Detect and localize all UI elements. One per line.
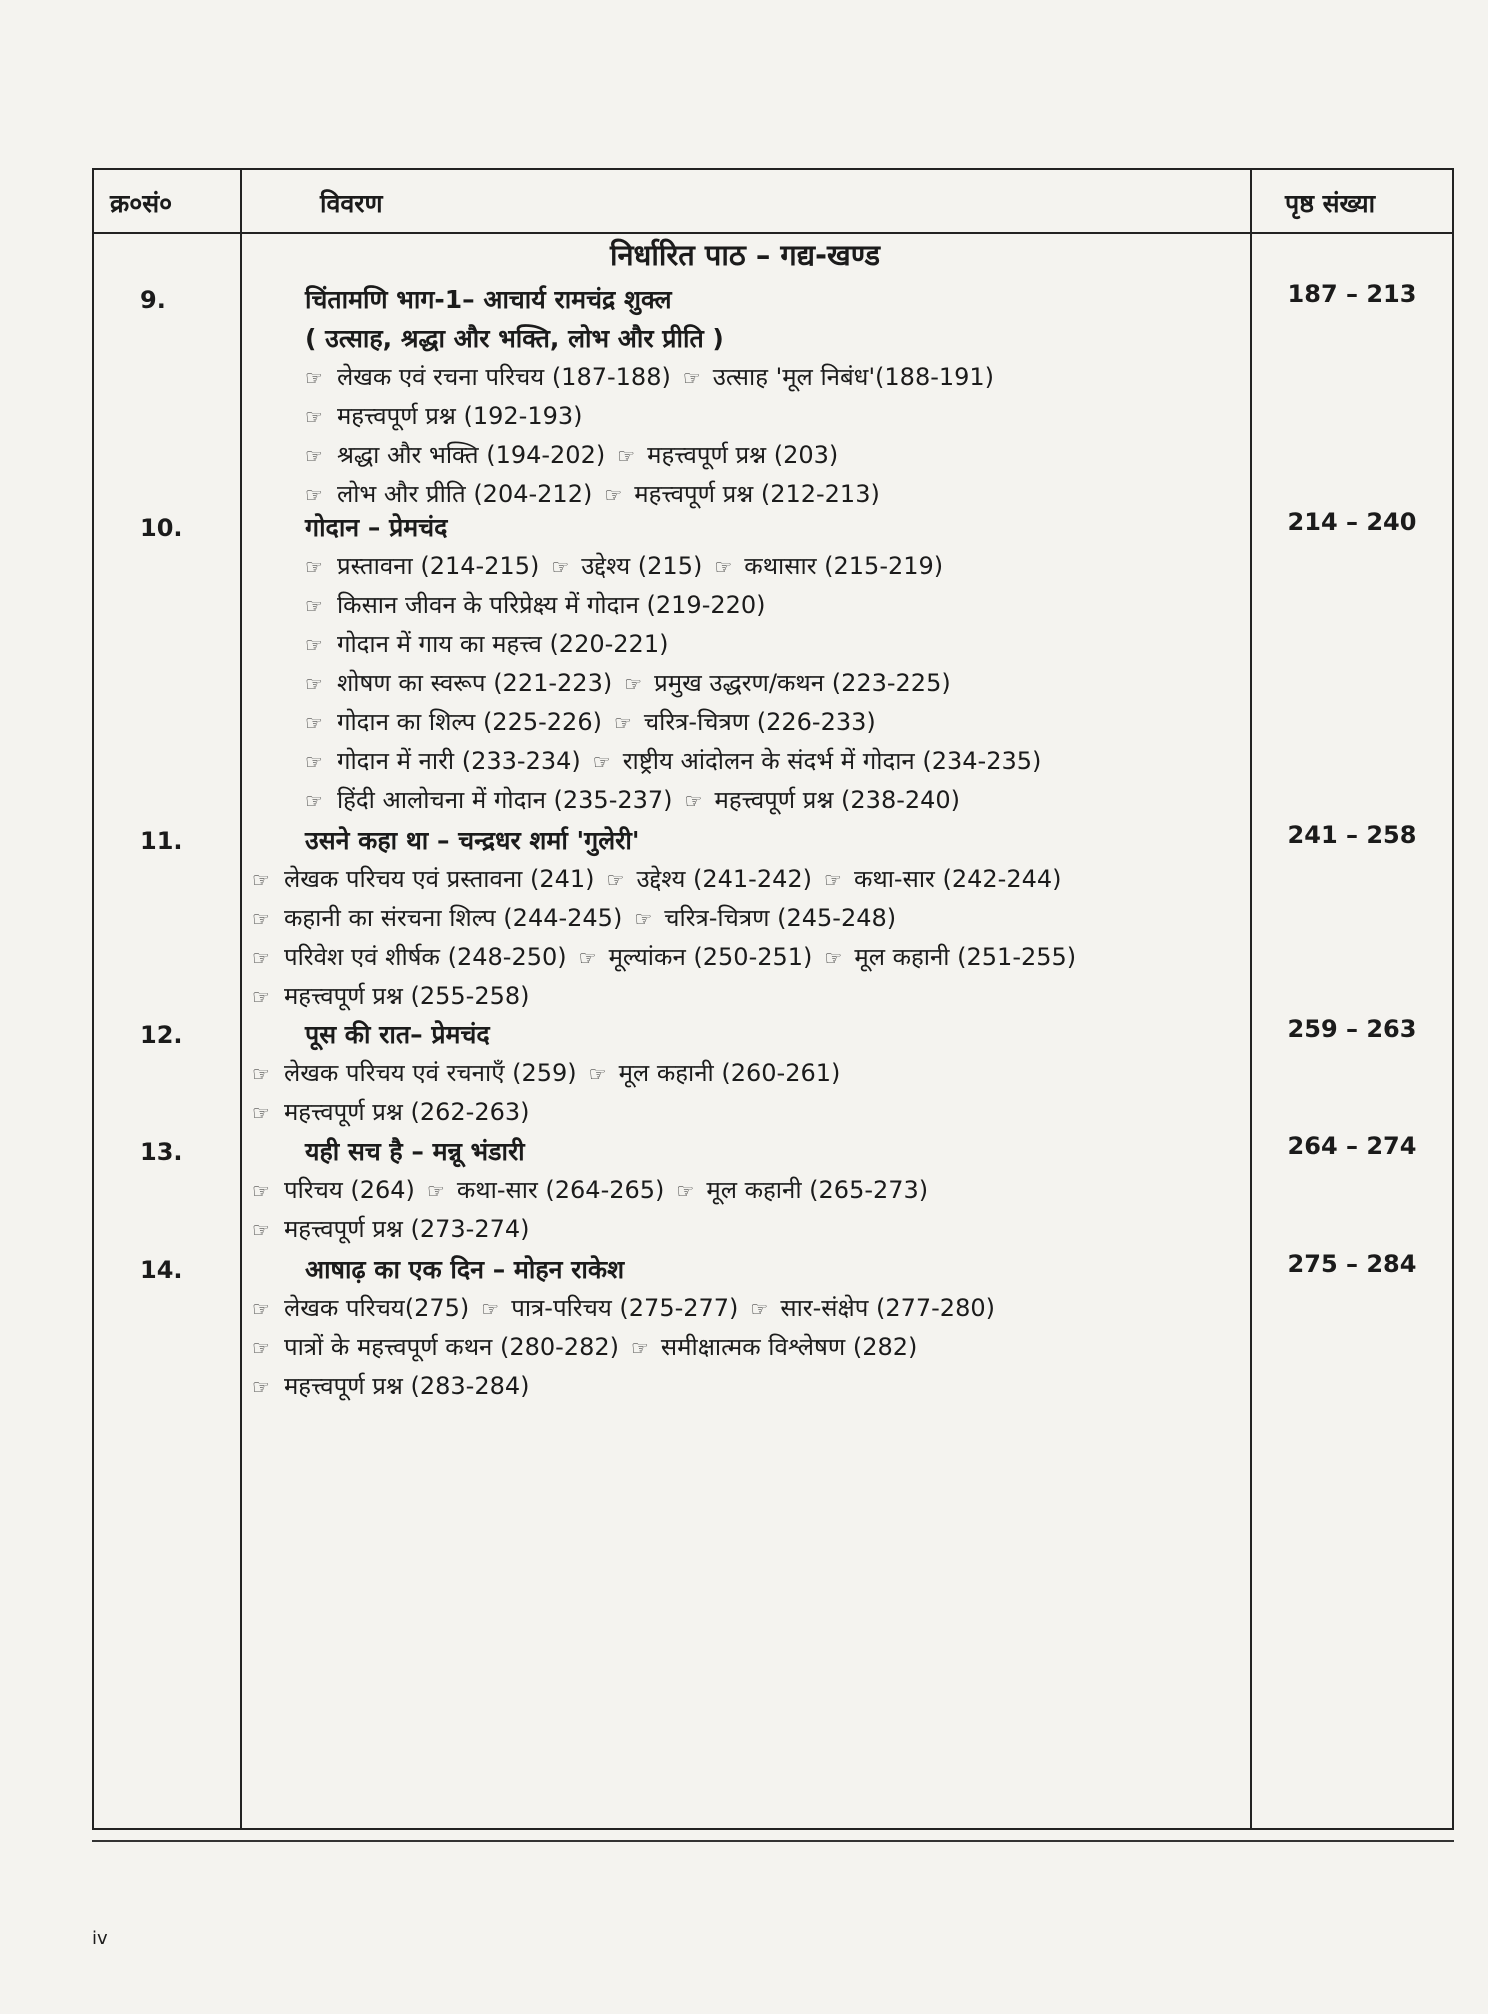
topic-item: कथा-सार (264-265): [456, 1176, 665, 1204]
pointing-hand-icon: ☞: [481, 1297, 500, 1321]
pointing-hand-icon: ☞: [617, 444, 636, 468]
topic-item: मूल कहानी (251-255): [854, 943, 1077, 971]
topic-item: लेखक परिचय एवं प्रस्तावना (241): [283, 865, 595, 893]
entry-title: चिंतामणि भाग-1– आचार्य रामचंद्र शुक्ल: [305, 285, 672, 314]
pointing-hand-icon: ☞: [604, 483, 623, 507]
pointing-hand-icon: ☞: [824, 946, 843, 970]
entry-title: यही सच है – मन्नू भंडारी: [305, 1137, 525, 1166]
entry-page-range: 275 – 284: [1287, 1250, 1417, 1278]
entry-title: पूस की रात– प्रेमचंद: [305, 1020, 490, 1049]
entry-page-range: 264 – 274: [1287, 1132, 1417, 1160]
topic-item: राष्ट्रीय आंदोलन के संदर्भ में गोदान (234-235): [622, 747, 1042, 775]
topic-item: महत्त्वपूर्ण प्रश्न (262-263): [283, 1098, 530, 1126]
topic-item: उद्देश्य (241-242): [636, 865, 813, 893]
entry-topic-line: [305, 588, 766, 621]
entry-topic-line: [252, 1291, 995, 1324]
pointing-hand-icon: ☞: [252, 1375, 270, 1399]
pointing-hand-icon: ☞: [252, 868, 270, 892]
topic-item: महत्त्वपूर्ण प्रश्न (203): [647, 441, 839, 469]
topic-item: कथा-सार (242-244): [853, 865, 1062, 893]
topic-item: लेखक परिचय एवं रचनाएँ (259): [283, 1059, 577, 1087]
footer-page-marker: iv: [92, 1928, 108, 1949]
pointing-hand-icon: ☞: [252, 1101, 270, 1125]
pointing-hand-icon: ☞: [714, 555, 733, 579]
pointing-hand-icon: ☞: [592, 750, 611, 774]
topic-item: लेखक एवं रचना परिचय (187-188): [336, 363, 671, 391]
pointing-hand-icon: ☞: [252, 1179, 270, 1203]
entry-page-range: 187 – 213: [1287, 280, 1417, 308]
entry-number: 9.: [140, 286, 166, 314]
topic-item: सार-संक्षेप (277-280): [780, 1294, 995, 1322]
entry-page-range: 259 – 263: [1287, 1015, 1417, 1043]
pointing-hand-icon: ☞: [588, 1062, 607, 1086]
entry-topic-line: [305, 705, 876, 738]
entry-topic-line: [305, 783, 960, 816]
entry-topic-line: [252, 901, 896, 934]
topic-item: गोदान में नारी (233-234): [336, 747, 581, 775]
pointing-hand-icon: ☞: [305, 483, 323, 507]
pointing-hand-icon: ☞: [824, 868, 842, 892]
topic-item: शोषण का स्वरूप (221-223): [336, 669, 613, 697]
entry-page-range: 241 – 258: [1287, 821, 1417, 849]
entry-topic-line: [305, 477, 880, 510]
column-divider-2: [1250, 168, 1252, 1830]
topic-item: गोदान का शिल्प (225-226): [336, 708, 602, 736]
pointing-hand-icon: ☞: [305, 594, 323, 618]
topic-item: महत्त्वपूर्ण प्रश्न (255-258): [283, 982, 530, 1010]
entry-topic-line: [252, 1330, 917, 1363]
topic-item: महत्त्वपूर्ण प्रश्न (192-193): [336, 402, 583, 430]
pointing-hand-icon: ☞: [252, 985, 270, 1009]
header-details: विवरण: [320, 189, 383, 218]
entry-topic-line: [252, 979, 530, 1012]
pointing-hand-icon: ☞: [624, 672, 643, 696]
header-page-no: पृष्ठ संख्या: [1285, 189, 1376, 218]
topic-item: मूल कहानी (260-261): [618, 1059, 841, 1087]
pointing-hand-icon: ☞: [252, 1336, 270, 1360]
pointing-hand-icon: ☞: [578, 946, 597, 970]
pointing-hand-icon: ☞: [252, 907, 270, 931]
topic-item: महत्त्वपूर्ण प्रश्न (212-213): [634, 480, 880, 508]
pointing-hand-icon: ☞: [551, 555, 570, 579]
topic-item: पात्रों के महत्त्वपूर्ण कथन (280-282): [283, 1333, 619, 1361]
entry-topic-line: [252, 862, 1062, 895]
entry-topic-line: [305, 399, 583, 432]
entry-number: 10.: [140, 514, 183, 542]
pointing-hand-icon: ☞: [305, 633, 323, 657]
entry-topic-line: [305, 666, 951, 699]
pointing-hand-icon: ☞: [305, 672, 323, 696]
entry-number: 14.: [140, 1256, 183, 1284]
entry-topic-line: [305, 549, 943, 582]
header-sno: क्र०सं०: [110, 189, 173, 218]
entry-subtitle: ( उत्साह, श्रद्धा और भक्ति, लोभ और प्रीति ): [305, 324, 724, 353]
footer-rule: [92, 1840, 1454, 1842]
entry-topic-line: [252, 1173, 928, 1206]
topic-item: महत्त्वपूर्ण प्रश्न (273-274): [283, 1215, 530, 1243]
entry-topic-line: [252, 1095, 530, 1128]
entry-topic-line: [252, 940, 1076, 973]
pointing-hand-icon: ☞: [634, 907, 653, 931]
pointing-hand-icon: ☞: [305, 750, 323, 774]
topic-item: चरित्र-चित्रण (245-248): [664, 904, 897, 932]
topic-item: प्रमुख उद्धरण/कथन (223-225): [654, 669, 951, 697]
topic-item: चरित्र-चित्रण (226-233): [643, 708, 876, 736]
topic-item: गोदान में गाय का महत्त्व (220-221): [336, 630, 669, 658]
pointing-hand-icon: ☞: [750, 1297, 769, 1321]
pointing-hand-icon: ☞: [305, 555, 323, 579]
topic-item: उत्साह 'मूल निबंध'(188-191): [712, 363, 995, 391]
topic-item: प्रस्तावना (214-215): [336, 552, 540, 580]
topic-item: मूल कहानी (265-273): [706, 1176, 929, 1204]
topic-item: हिंदी आलोचना में गोदान (235-237): [336, 786, 673, 814]
pointing-hand-icon: ☞: [613, 711, 632, 735]
topic-item: परिचय (264): [283, 1176, 415, 1204]
section-title: निर्धारित पाठ – गद्य-खण्ड: [609, 238, 881, 272]
header-rule: [92, 232, 1454, 234]
topic-item: महत्त्वपूर्ण प्रश्न (238-240): [714, 786, 961, 814]
pointing-hand-icon: ☞: [252, 946, 270, 970]
pointing-hand-icon: ☞: [676, 1179, 695, 1203]
entry-topic-line: [252, 1369, 530, 1402]
entry-title: गोदान – प्रेमचंद: [305, 513, 448, 542]
entry-title: आषाढ़ का एक दिन – मोहन राकेश: [305, 1255, 625, 1284]
entry-topic-line: [305, 744, 1041, 777]
topic-item: लेखक परिचय(275): [283, 1294, 470, 1322]
pointing-hand-icon: ☞: [305, 405, 323, 429]
entry-number: 13.: [140, 1138, 183, 1166]
column-divider-1: [240, 168, 242, 1830]
topic-item: महत्त्वपूर्ण प्रश्न (283-284): [283, 1372, 530, 1400]
topic-item: परिवेश एवं शीर्षक (248-250): [283, 943, 567, 971]
entry-topic-line: [305, 627, 668, 660]
pointing-hand-icon: ☞: [305, 444, 323, 468]
entry-title: उसने कहा था – चन्द्रधर शर्मा 'गुलेरी': [305, 826, 640, 855]
topic-item: उद्देश्य (215): [581, 552, 703, 580]
topic-item: किसान जीवन के परिप्रेक्ष्य में गोदान (219-220): [336, 591, 766, 619]
entry-number: 12.: [140, 1021, 183, 1049]
pointing-hand-icon: ☞: [252, 1218, 270, 1242]
topic-item: श्रद्धा और भक्ति (194-202): [336, 441, 606, 469]
entry-topic-line: [252, 1212, 530, 1245]
topic-item: मूल्यांकन (250-251): [608, 943, 813, 971]
topic-item: पात्र-परिचय (275-277): [511, 1294, 739, 1322]
topic-item: लोभ और प्रीति (204-212): [336, 480, 593, 508]
entry-topic-line: [252, 1056, 840, 1089]
pointing-hand-icon: ☞: [305, 789, 323, 813]
pointing-hand-icon: ☞: [684, 789, 703, 813]
pointing-hand-icon: ☞: [630, 1336, 649, 1360]
pointing-hand-icon: ☞: [305, 366, 323, 390]
pointing-hand-icon: ☞: [606, 868, 625, 892]
topic-item: कहानी का संरचना शिल्प (244-245): [283, 904, 623, 932]
entry-topic-line: [305, 438, 838, 471]
topic-item: समीक्षात्मक विश्लेषण (282): [660, 1333, 918, 1361]
entry-number: 11.: [140, 827, 183, 855]
entry-topic-line: [305, 360, 994, 393]
topic-item: कथासार (215-219): [744, 552, 944, 580]
pointing-hand-icon: ☞: [426, 1179, 445, 1203]
pointing-hand-icon: ☞: [305, 711, 323, 735]
pointing-hand-icon: ☞: [682, 366, 701, 390]
pointing-hand-icon: ☞: [252, 1297, 270, 1321]
pointing-hand-icon: ☞: [252, 1062, 270, 1086]
entry-page-range: 214 – 240: [1287, 508, 1417, 536]
